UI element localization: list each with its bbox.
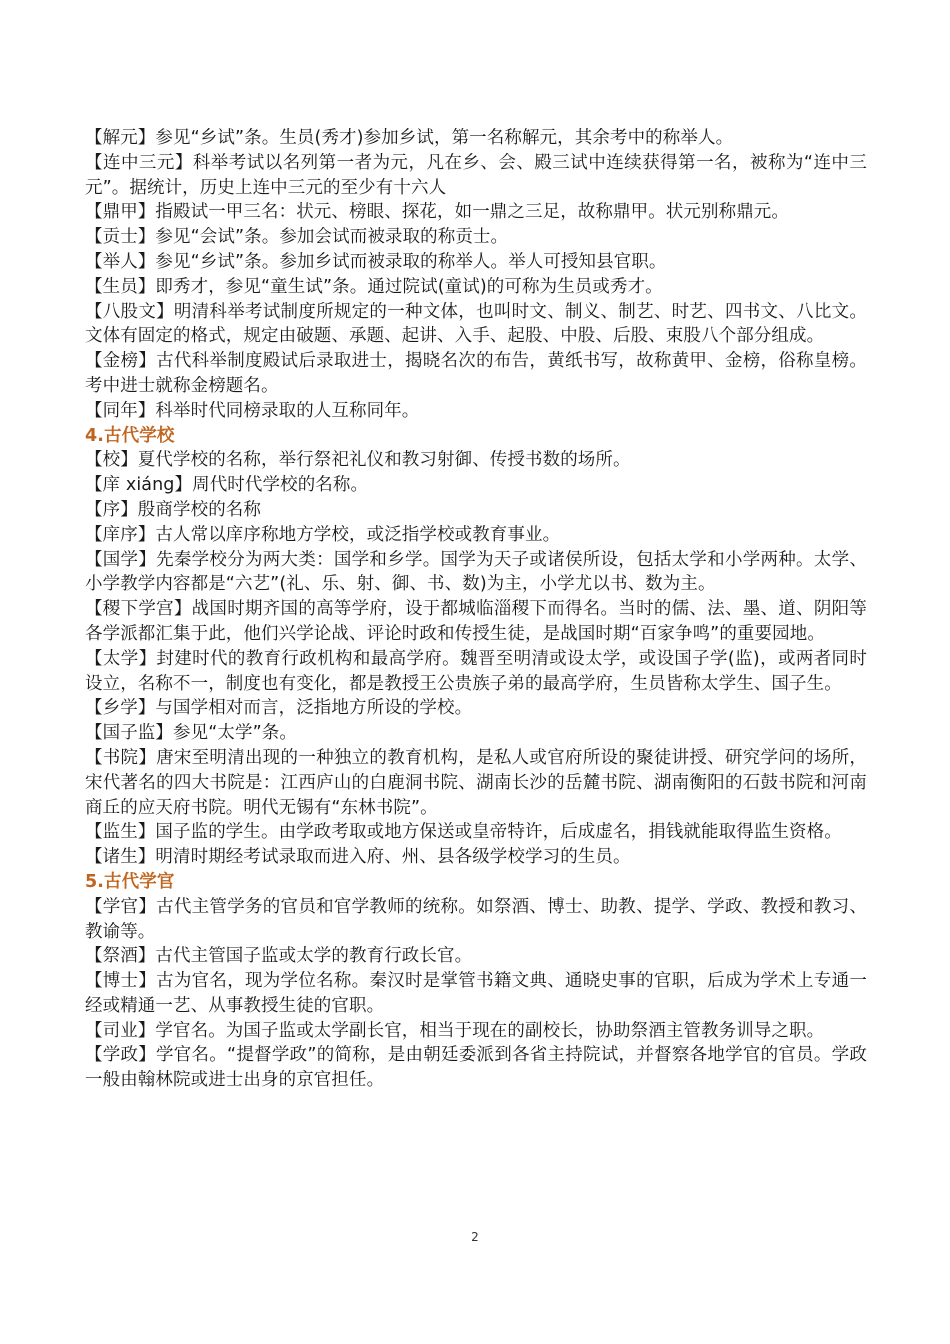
entry-taixue: 【太学】封建时代的教育行政机构和最高学府。魏晋至明清或设太学，或设国子学(监)，或两者同时设立，名称不一，制度也有变化，都是教授王公贵族子弟的最高学府，生员皆称太学生、国子生。 [85,648,867,694]
entry-jieyuan: 【解元】参见“乡试”条。生员(秀才)参加乡试，第一名称解元，其余考中的称举人。 [85,128,734,148]
entry-lianzhongsanyuan: 【连中三元】科举考试以名列第一者为元，凡在乡、会、殿三试中连续获得第一名，被称为“连中三元”。据统计，历史上连中三元的至少有十六人 [85,152,867,198]
entry-jijiu: 【祭酒】古代主管国子监或太学的教育行政长官。 [85,946,473,967]
entry-dingjia: 【鼎甲】指殿试一甲三名：状元、榜眼、探花，如一鼎之三足，故称鼎甲。状元别称鼎元。 [85,202,789,223]
entry-shuyuan: 【书院】唐宋至明清出现的一种独立的教育机构，是私人或官府所设的聚徒讲授、研究学问的场所，宋代著名的四大书院是：江西庐山的白鹿洞书院、湖南长沙的岳麓书院、湖南衡阳的石鼓书院和河南商丘的应天府书院。明代无锡有“东林书院”。 [85,747,867,818]
entry-guozijian: 【国子监】参见“太学”条。 [85,723,297,744]
entry-guoxue: 【国学】先秦学校分为两大类：国学和乡学。国学为天子或诸侯所设，包括太学和小学两种。太学、小学教学内容都是“六艺”(礼、乐、射、御、书、数)为主，小学尤以书、数为主。 [85,549,867,595]
entry-juren: 【举人】参见“乡试”条。参加乡试而被录取的称举人。举人可授知县官职。 [85,251,667,272]
entry-jixiaxuegong: 【稷下学宫】战国时期齐国的高等学府，设于都城临淄稷下而得名。当时的儒、法、墨、道、阴阳等各学派都汇集于此，他们兴学论战、评论时政和传授生徒，是战国时期“百家争鸣”的重要园地。 [85,599,867,644]
entry-gongshi: 【贡士】参见“会试”条。参加会试而被录取的称贡士。 [85,227,509,248]
entry-baguwen: 【八股文】明清科举考试制度所规定的一种文体，也叫时文、制义、制艺、时艺、四书文、八比文。文体有固定的格式，规定由破题、承题、起讲、入手、起股、中股、后股、束股八个部分组成。 [85,301,867,347]
entry-xu: 【序】殷商学校的名称 [85,499,261,520]
section-heading-ancient-schools: 4.古代学校 [85,425,175,446]
entry-tongnian: 【同年】科举时代同榜录取的人互称同年。 [85,400,420,421]
page-number: 2 [471,1230,479,1244]
entry-xueguan: 【学官】古代主管学务的官员和官学教师的统称。如祭酒、博士、助教、提学、学政、教授和教习、教谕等。 [85,896,867,942]
entry-boshi: 【博士】古为官名，现为学位名称。秦汉时是掌管书籍文典、通晓史事的官职，后成为学术上专通一经或精通一艺、从事教授生徒的官职。 [85,971,867,1016]
entry-xuezheng: 【学政】学官名。“提督学政”的简称，是由朝廷委派到各省主持院试，并督察各地学官的官员。学政一般由翰林院或进士出身的京官担任。 [85,1045,867,1091]
entry-xiangxue: 【乡学】与国学相对而言，泛指地方所设的学校。 [85,698,473,719]
section-heading-ancient-education-officials: 5.古代学官 [85,871,175,892]
entry-jiansheng: 【监生】国子监的学生。由学政考取或地方保送或皇帝特许，后成虚名，捐钱就能取得监生资格。 [85,822,842,843]
entry-siye: 【司业】学官名。为国子监或太学副长官，相当于现在的副校长，协助祭酒主管教务训导之职。 [85,1020,825,1041]
document-body [85,126,867,1093]
entry-xiao: 【校】夏代学校的名称，举行祭祀礼仪和教习射御、传授书数的场所。 [85,450,631,471]
entry-shengyuan: 【生员】即秀才，参见“童生试”条。通过院试(童试)的可称为生员或秀才。 [85,276,663,297]
entry-jinbang: 【金榜】古代科举制度殿试后录取进士，揭晓名次的布告，黄纸书写，故称黄甲、金榜，俗称皇榜。考中进士就称金榜题名。 [85,351,867,396]
entry-zhusheng: 【诸生】明清时期经考试录取而进入府、州、县各级学校学习的生员。 [85,847,631,868]
entry-xiangxu: 【庠序】古人常以庠序称地方学校，或泛指学校或教育事业。 [85,524,561,545]
entry-xiang: 【庠 xiáng】周代时代学校的名称。 [85,475,369,496]
